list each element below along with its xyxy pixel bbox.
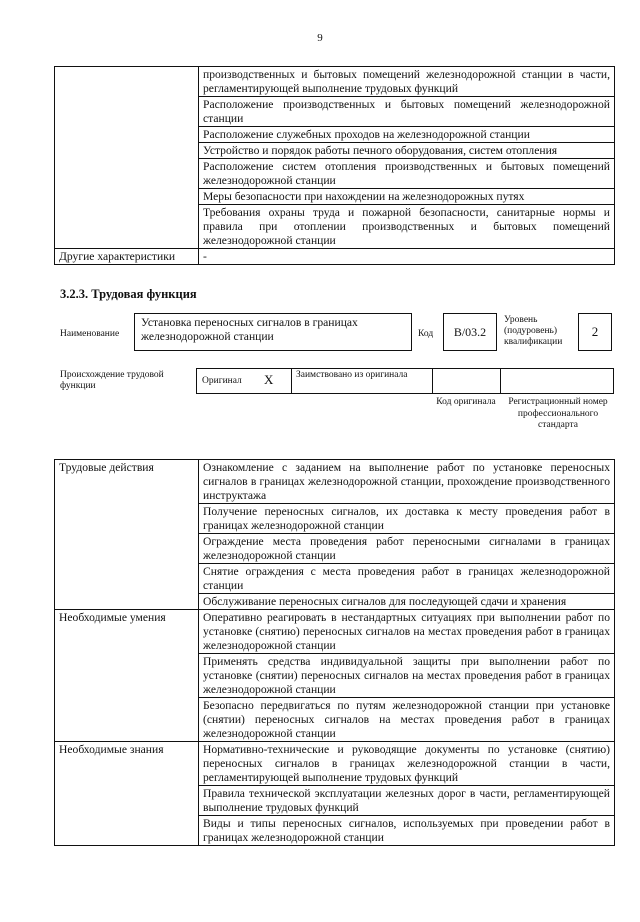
code-label: Код [418, 329, 434, 339]
list-item: Правила технической эксплуатации железных дорог в части, регламентирующей выполнение трудовых функций [199, 786, 615, 816]
name-label: Наименование [60, 329, 120, 339]
function-details-table [54, 459, 615, 846]
original-label: Оригинал [202, 376, 242, 386]
list-item: Обслуживание переносных сигналов для последующей сдачи и хранения [199, 594, 615, 610]
section-title: 3.2.3. Трудовая функция [60, 287, 197, 301]
original-mark: X [264, 372, 274, 387]
list-item: Получение переносных сигналов, их доставка к месту проведения работ в границах железнодорожной станции [199, 504, 615, 534]
page-number: 9 [317, 32, 323, 44]
table-row [55, 610, 615, 654]
table-row [55, 249, 615, 265]
borrowed-label: Заимствовано из оригинала [296, 370, 408, 380]
divider [432, 368, 433, 394]
list-item: Безопасно передвигаться по путям железнодорожной станции при установке (снятии) переносных сигналов на местах проведения работ в границах железнодорожной станции [199, 698, 615, 742]
group-title-cell [55, 67, 199, 249]
code-value: В/03.2 [453, 325, 487, 339]
knowledge-continuation-table [54, 66, 615, 265]
table-row [55, 742, 615, 786]
list-item: Снятие ограждения с места проведения работ в границах железнодорожной станции [199, 564, 615, 594]
list-item: Расположение систем отопления производственных и бытовых помещений железнодорожной станции [199, 159, 615, 189]
divider [291, 368, 292, 394]
group-title-cell: Необходимые умения [55, 610, 199, 742]
group-title-cell: Необходимые знания [55, 742, 199, 846]
level-box [578, 313, 612, 351]
other-characteristics-value: - [199, 249, 615, 265]
list-item: Расположение служебных проходов на железнодорожной станции [199, 127, 615, 143]
level-value: 2 [591, 324, 599, 339]
table-row [55, 460, 615, 504]
list-item: Устройство и порядок работы печного оборудования, систем отопления [199, 143, 615, 159]
code-box [443, 313, 497, 351]
list-item: производственных и бытовых помещений железнодорожной станции в части, регламентирующей выполнение трудовых функций [199, 67, 615, 97]
list-item: Применять средства индивидуальной защиты при выполнении работ по установке (снятии) переносных сигналов на местах проведения работ в границах железнодорожной станции [199, 654, 615, 698]
list-item: Требования охраны труда и пожарной безопасности, санитарные нормы и правила при отоплении производственных и бытовых помещений железнодорожной станции [199, 205, 615, 249]
list-item: Ознакомление с заданием на выполнение работ по установке переносных сигналов в границах железнодорожной станции, прохождение производственного инструктажа [199, 460, 615, 504]
list-item: Нормативно-технические и руководящие документы по установке (снятию) переносных сигналов в границах железнодорожной станции в части, регламентирующей выполнение трудовых функций [199, 742, 615, 786]
reg-number-caption: Регистрационный номер профессионального стандарта [508, 397, 608, 430]
list-item: Виды и типы переносных сигналов, используемых при проведении работ в границах железнодорожной станции [199, 816, 615, 846]
origin-label: Происхождение трудовой функции [60, 370, 164, 391]
group-title-cell: Трудовые действия [55, 460, 199, 610]
divider [500, 368, 501, 394]
list-item: Ограждение места проведения работ переносными сигналами в границах железнодорожной станции [199, 534, 615, 564]
table-row [55, 67, 615, 97]
other-characteristics-label: Другие характеристики [55, 249, 199, 265]
list-item: Меры безопасности при нахождении на железнодорожных путях [199, 189, 615, 205]
level-label: Уровень (подуровень) квалификации [504, 315, 563, 347]
function-name-box [134, 313, 412, 351]
list-item: Оперативно реагировать в нестандартных ситуациях при выполнении работ по установке (снятию) переносных сигналов на местах проведения работ в границах железнодорожной станции [199, 610, 615, 654]
code-original-caption: Код оригинала [436, 397, 496, 407]
function-name-value: Установка переносных сигналов в границах железнодорожной станции [141, 316, 358, 343]
list-item: Расположение производственных и бытовых помещений железнодорожной станции [199, 97, 615, 127]
